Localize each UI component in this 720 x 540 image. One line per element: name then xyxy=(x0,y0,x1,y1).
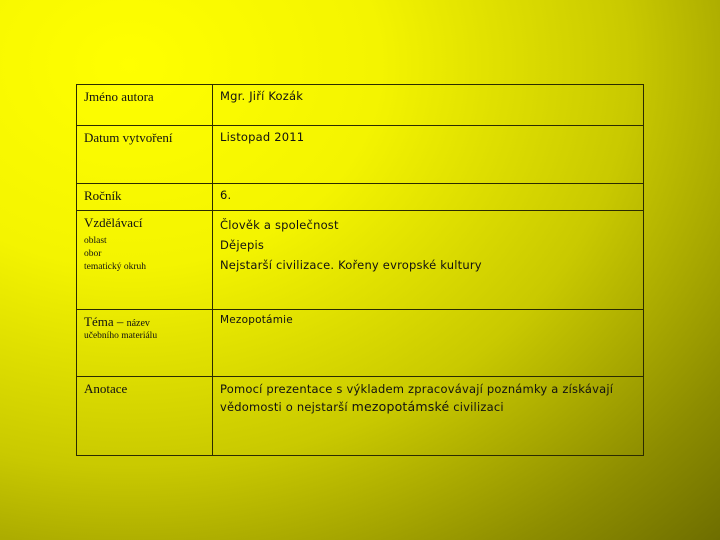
annotation-line-2c: civilizaci xyxy=(449,400,504,414)
area-value-cell xyxy=(213,211,644,310)
table-row-area xyxy=(77,211,644,310)
topic-label-main: Téma – xyxy=(84,314,127,329)
date-value: Listopad 2011 xyxy=(213,126,644,184)
table-row-date xyxy=(77,126,644,184)
annotation-line-2b: mezopotámské xyxy=(351,399,450,414)
area-value-obor: Dějepis xyxy=(220,238,265,252)
metadata-table xyxy=(76,84,644,456)
annotation-label: Anotace xyxy=(77,377,213,456)
area-sub-okruh: tematický okruh xyxy=(84,262,146,272)
table-row-grade xyxy=(77,184,644,211)
grade-label: Ročník xyxy=(77,184,213,211)
annotation-line-2 xyxy=(220,398,643,416)
date-label: Datum vytvoření xyxy=(77,126,213,184)
area-label-cell xyxy=(77,211,213,310)
table-row-author xyxy=(77,85,644,126)
table-row-annotation xyxy=(77,377,644,456)
area-label: Vzdělávací xyxy=(84,215,143,230)
area-value-okruh: Nejstarší civilizace. Kořeny evropské kultury xyxy=(220,258,482,272)
topic-label-sub: učebního materiálu xyxy=(84,331,158,341)
grade-value: 6. xyxy=(213,184,644,211)
table-row-topic xyxy=(77,310,644,377)
annotation-value-cell xyxy=(213,377,644,456)
author-value: Mgr. Jiří Kozák xyxy=(213,85,644,126)
topic-value: Mezopotámie xyxy=(213,310,644,377)
topic-label-small: název xyxy=(126,318,150,329)
annotation-line-1: Pomocí prezentace s výkladem zpracovávají poznámky a získávají xyxy=(220,382,614,396)
area-value-oblast: Člověk a společnost xyxy=(220,218,339,232)
annotation-line-2a: vědomosti o nejstarší xyxy=(220,400,352,414)
author-label: Jméno autora xyxy=(77,85,213,126)
topic-label-cell xyxy=(77,310,213,377)
area-sub-obor: obor xyxy=(84,249,102,259)
area-sub-oblast: oblast xyxy=(84,236,107,246)
